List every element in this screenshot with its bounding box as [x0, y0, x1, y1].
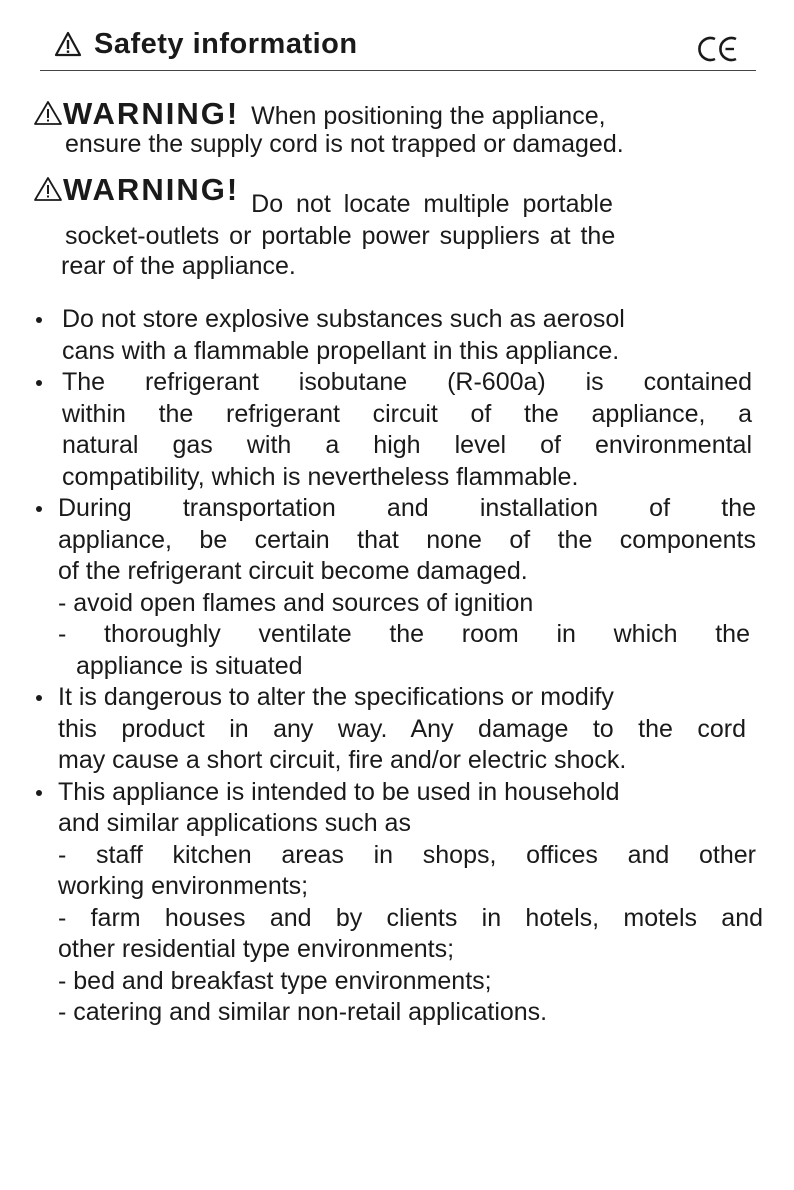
- bullet-dot-icon: [36, 695, 42, 701]
- bullet-item: [36, 777, 766, 1029]
- bullet-line: and similar applications such as: [58, 809, 411, 837]
- warning-triangle-icon: [54, 31, 82, 57]
- bullet-sub-item: - bed and breakfast type environments;: [58, 966, 492, 995]
- bullet-line: It is dangerous to alter the specifications or modify: [58, 683, 614, 711]
- bullet-line: During transportation and installation of the: [58, 494, 756, 522]
- bullet-item: [36, 493, 766, 682]
- bullet-sub-item: - catering and similar non-retail applications.: [58, 998, 548, 1026]
- bullet-sub-item: - staff kitchen areas in shops, offices and other: [58, 840, 756, 869]
- bullet-sub-item: other residential type environments;: [58, 935, 455, 963]
- page-header: [40, 22, 756, 71]
- bullet-dot-icon: [36, 790, 42, 796]
- bullet-line: appliance, be certain that none of the components: [58, 525, 756, 554]
- bullet-sub-item: - avoid open flames and sources of ignition: [58, 588, 534, 617]
- warning-text-line: ensure the supply cord is not trapped or damaged.: [65, 130, 624, 158]
- bullet-line: compatibility, which is nevertheless flammable.: [62, 462, 579, 491]
- warning-triangle-icon: [33, 176, 63, 202]
- bullet-sub-item: working environments;: [58, 872, 309, 900]
- ce-mark-icon: [698, 34, 740, 64]
- safety-bullet-list: [36, 304, 766, 1029]
- bullet-dot-icon: [36, 506, 42, 512]
- warning-block-2: [33, 172, 763, 280]
- bullet-line: this product in any way. Any damage to the cord: [58, 714, 746, 743]
- warning-text-line: rear of the appliance.: [61, 252, 296, 280]
- bullet-item: [36, 367, 766, 493]
- warning-triangle-icon: [33, 100, 63, 126]
- bullet-line: The refrigerant isobutane (R-600a) is contained: [62, 368, 752, 396]
- bullet-item: [36, 304, 766, 367]
- bullet-dot-icon: [36, 317, 42, 323]
- warning-text-line: socket-outlets or portable power suppliers at the: [65, 222, 616, 250]
- bullet-sub-item: - thoroughly ventilate the room in which the: [58, 620, 750, 648]
- bullet-line: Do not store explosive substances such as aerosol: [62, 305, 625, 333]
- page-title: Safety information: [94, 28, 358, 60]
- warning-block-1: [33, 96, 763, 158]
- bullet-line: within the refrigerant circuit of the appliance, a: [62, 399, 752, 428]
- bullet-sub-item: appliance is situated: [76, 651, 303, 680]
- bullet-line: This appliance is intended to be used in household: [58, 777, 620, 806]
- bullet-line: natural gas with a high level of environmental: [62, 431, 752, 459]
- bullet-line: may cause a short circuit, fire and/or electric shock.: [58, 746, 627, 774]
- warning-text-line: When positioning the appliance,: [251, 102, 606, 130]
- warning-label: WARNING!: [63, 96, 240, 131]
- warning-text-line: Do not locate multiple portable: [251, 190, 613, 218]
- bullet-item: [36, 682, 766, 777]
- bullet-dot-icon: [36, 380, 42, 386]
- bullet-sub-item: - farm houses and by clients in hotels, motels and: [58, 903, 763, 932]
- bullet-line: of the refrigerant circuit become damaged.: [58, 557, 528, 585]
- bullet-line: cans with a flammable propellant in this appliance.: [62, 336, 620, 365]
- warning-label: WARNING!: [63, 172, 240, 207]
